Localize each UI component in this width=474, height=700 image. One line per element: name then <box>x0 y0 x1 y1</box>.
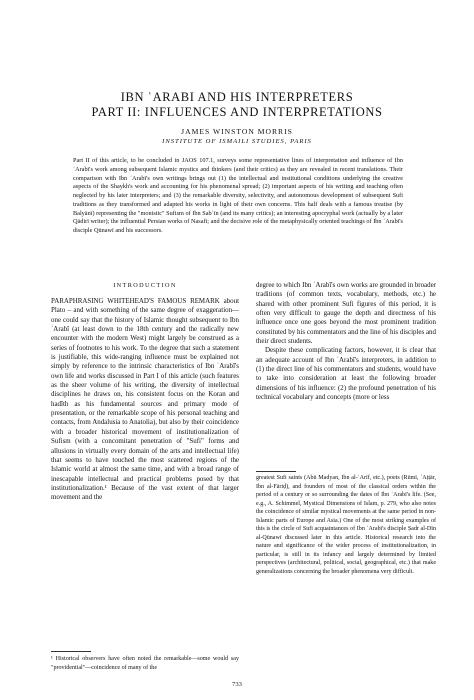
footnote-rule-left <box>51 651 91 652</box>
page-number: 733 <box>232 681 242 688</box>
author-name: JAMES WINSTON MORRIS <box>181 127 293 136</box>
section-heading: INTRODUCTION <box>113 282 177 289</box>
right-column <box>256 281 436 402</box>
left-column <box>51 297 239 503</box>
right-column-paragraph-1: degree to which Ibn ʿArabī's own works are grounded in broader traditions (of common texts, vocabulary, methods, etc.) he shared with other prominent Sufi figures of this period, it is often very difficult to gauge the depth and directness of his influence once one goes beyond the most prominent tradition constituted by his commentators and the line of his disciples and their direct students. <box>256 281 436 346</box>
footnote-continuation: greatest Sufi saints (Abū Madyan, Ibn al-ʿArīf, etc.), poets (Rūmī, ʿAṭṭār, Ibn al-Fāriḍ), and founders of most of the classical orders within the period of a century or so surrounding the dates of Ibn ʿArabī's life. (See, e.g., A. Schimmel, Mystical Dimensions of Islam, p. 279, who also notes the coincidence of similar mystical movements at the same period in non-Islamic parts of Europe and Asia.) One of the most striking examples of this is the circle of Sufi acquaintances of Ibn ʿArabī's disciple Ṣadr al-Dīn al-Qūnawī discussed later in this article. Historical research into the nature and significance of the wider process of institutionalization, in particular, is still in its infancy and largely determined by limited perspectives (architectural, political, social, geographical, etc.) that make generalizations concerning the broader phenomena very difficult. <box>256 475 436 576</box>
right-column-paragraph-2: Despite these complicating factors, however, it is clear that an adequate account of Ibn ʿArabī's interpreters, in addition to (1) the direct line of his commentators and students, would have to take into consideration at least the following broader dimensions of his influence: (2) the profound penetration of his technical vocabulary and concepts (more or less <box>256 346 436 402</box>
abstract: Part II of this article, to be concluded in JAOS 107.1, surveys some representative lines of interpretation and influence of Ibn ʿArabī's work among subsequent Islamic mystics and thinkers (and their critics) as they are revealed in recent translations. Their comparison with Ibn ʿArabī's own writings brings out (1) the intellectual and institutional conditions underlying the creative aspects of the Shaykh's work and accounting for his phenomenal spread; (2) important aspects of his writing and teaching often neglected by his later interpreters; and (3) the remarkable diversity, selectivity, and autonomous development of subsequent Sufi traditions as they transformed and adapted his works in light of their own concerns. This half deals with a famous treatise (by Balyānī) representing the "monistic" Sufism of Ibn Sabʿīn (and its many critics); an interesting apocryphal work (actually by a later Qādirī writer); the influential Persian works of Nasafī; and the decisive role of the metaphysically oriented teachings of Ibn ʿArabī's disciple Qūnawī and his successors. <box>73 157 403 234</box>
footnote-1: ¹ Historical observers have often noted the remarkable—some would say "providential"—coincidence of many of the <box>51 656 239 671</box>
footnote-rule-right <box>256 471 296 472</box>
article-title-line1: IBN ʿARABI AND HIS INTERPRETERS <box>120 90 354 104</box>
article-title-line2: PART II: INFLUENCES AND INTERPRETATIONS <box>91 105 383 119</box>
left-column-text: PARAPHRASING WHITEHEAD'S FAMOUS REMARK about Plato – and with something of the same degree of exaggeration—one could say that the history of Islamic thought subsequent to Ibn ʿArabī (at least down to the 18th century and the radically new encounter with the modern West) might largely be construed as a series of footnotes to his work. To the degree that such a statement is justifiable, this wide-ranging influence must be explained not simply by reference to the intrinsic characteristics of Ibn ʿArabī's own life and works discussed in Part I of this article (such features as the sheer volume of his writing, the diversity of intellectual disciplines he draws on, his consistent focus on the Koran and hadīth as his fundamental sources and primary mode of presentation, or the remarkable scope of his personal teaching and contacts, from Andalusia to Anatolia), but also by their coincidence with a broader historical movement of institutionalization of Sufism (with a concomitant penetration of "Sufi" forms and allusions in virtually every domain of the arts and intellectual life) that seems to have touched the most scattered regions of the Islamic world at almost the same time, and with a broad range of inescapable intellectual and practical problems posed by that institutionalization.¹ Because of the vast extent of that larger movement and the <box>51 297 239 502</box>
author-affiliation: INSTITUTE OF ISMAILI STUDIES, PARIS <box>162 138 312 145</box>
